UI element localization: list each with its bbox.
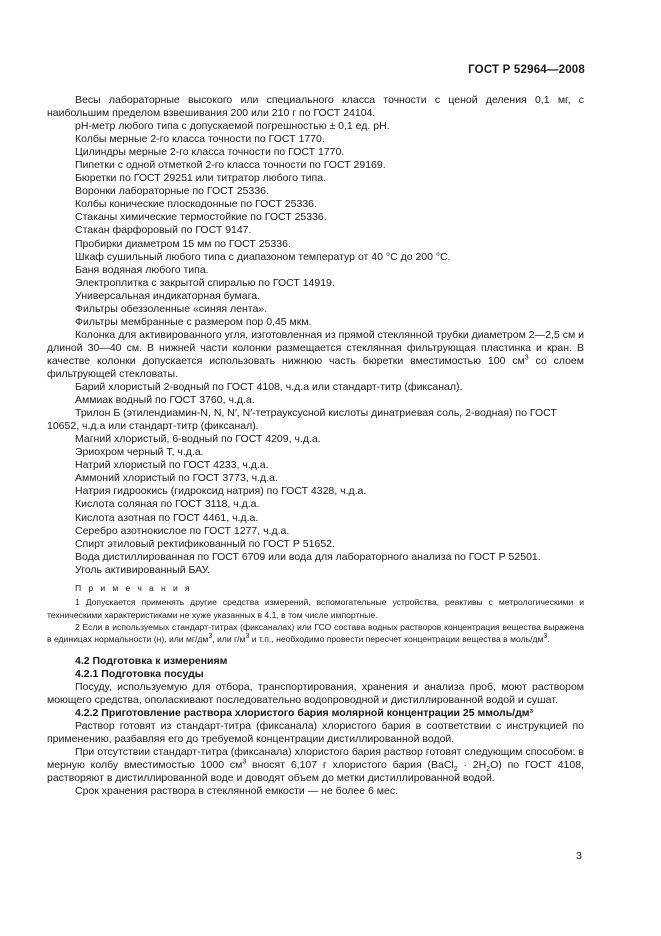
- equipment-item: Универсальная индикаторная бумага.: [75, 289, 260, 302]
- section-4-2-2-paragraph-1: Раствор готовят из стандарт-титра (фиксанала) хлористого бария в соответствии с инструкцией по применению, разбавляя его до требуемой концентрации дистиллированной водой.: [47, 720, 584, 746]
- note-2-text-3: и т.п., необходимо провести пересчет концентрации вещества в моль/дм: [249, 634, 544, 645]
- equipment-item: Стакан фарфоровый по ГОСТ 9147.: [75, 224, 252, 237]
- reagent-item: Кислота соляная по ГОСТ 3118, ч.д.а.: [75, 498, 260, 511]
- note-1: 1 Допускается применять другие средства измерений, вспомогательные устройства, реактивы с метрологическими и техническими характеристиками не хуже указанных в 4.1, в том числе импортные.: [47, 597, 584, 620]
- reagents-list: [47, 381, 584, 577]
- reagent-item: Вода дистиллированная по ГОСТ 6709 или вода для лабораторного анализа по ГОСТ Р 52501.: [75, 550, 541, 563]
- equipment-item: Электроплитка с закрытой спиралью по ГОСТ 14919.: [75, 276, 335, 289]
- notes-title: П р и м е ч а н и я: [75, 582, 192, 593]
- p2-sup-1: 3: [242, 758, 247, 766]
- equipment-item: Фильтры мембранные с размером пор 0,45 мкм.: [75, 315, 312, 328]
- section-4-2-2-paragraph-2: [47, 746, 584, 785]
- reagent-item: Натрий хлористый по ГОСТ 4233, ч.д.а.: [75, 459, 269, 472]
- note-2-sup-2: 3: [245, 633, 250, 641]
- equipment-item: Шкаф сушильный любого типа с диапазоном температур от 40 °С до 200 °С.: [75, 250, 451, 263]
- equipment-scales: Весы лабораторные высокого или специального класса точности с ценой деления 0,1 мг, с наибольшим пределом взвешивания 200 или 210 г по ГОСТ 24104.: [47, 94, 584, 120]
- p2-text-4: O) по ГОСТ 4108, растворяют в дистиллированной воде и доводят объем до метки дистиллированной водой.: [47, 759, 584, 785]
- equipment-item: Воронки лабораторные по ГОСТ 25336.: [75, 185, 269, 198]
- column-sup: 3: [524, 354, 529, 362]
- equipment-item: Колбы мерные 2-го класса точности по ГОСТ 1770.: [75, 133, 325, 146]
- equipment-item: Пробирки диаметром 15 мм по ГОСТ 25336.: [75, 237, 291, 250]
- p2-sub-2: 2: [486, 766, 491, 774]
- reagent-item: Уголь активированный БАУ.: [75, 563, 210, 576]
- notes-block: [47, 582, 584, 646]
- equipment-item: Пипетки с одной отметкой 2-го класса точности по ГОСТ 29169.: [75, 159, 386, 172]
- note-2-sup-1: 3: [208, 633, 213, 641]
- section-4-2-1-text: Посуду, используемую для отбора, транспортирования, хранения и анализа проб, моют раствором моющего средства, ополаскивают последовательно водопроводной и дистиллированной водой и сушат.: [47, 680, 584, 706]
- column-text-2: со слоем фильтрующей стекловаты.: [47, 354, 584, 380]
- section-4-2-1-title: 4.2.1 Подготовка посуды: [75, 667, 204, 680]
- reagent-item: Трилон Б (этилендиамин-N, N, N′, N′-тетрауксусной кислоты динатриевая соль, 2-водная) по ГОСТ 10652, ч.д.а или стандарт-титр (фиксанал).: [47, 407, 557, 433]
- note-2-sup-3: 3: [543, 633, 548, 641]
- equipment-item: Цилиндры мерные 2-го класса точности по ГОСТ 1770.: [75, 146, 345, 159]
- reagent-item: Натрия гидроокись (гидроксид натрия) по ГОСТ 4328, ч.д.а.: [75, 485, 367, 498]
- note-2-text-2: , или г/м: [212, 634, 246, 645]
- note-2-text-4: .: [547, 634, 550, 645]
- equipment-item: Бюретки по ГОСТ 29251 или титратор любого типа.: [75, 172, 326, 185]
- equipment-list: [47, 120, 584, 329]
- reagent-item: Магний хлористый, 6-водный по ГОСТ 4209, ч.д.а.: [75, 433, 321, 446]
- page-content: [47, 94, 584, 798]
- reagent-item: Аммоний хлористый по ГОСТ 3773, ч.д.а.: [75, 472, 278, 485]
- page-header-standard: ГОСТ Р 52964—2008: [468, 64, 585, 76]
- equipment-item: pH-метр любого типа с допускаемой погрешностью ± 0,1 ед. pH.: [75, 120, 390, 133]
- reagent-item: Спирт этиловый ректификованный по ГОСТ Р 51652.: [75, 537, 335, 550]
- page-number: 3: [576, 850, 582, 862]
- equipment-item: Стаканы химические термостойкие по ГОСТ 25336.: [75, 211, 327, 224]
- section-4-2-2-paragraph-3: Срок хранения раствора в стеклянной емкости — не более 6 мес.: [75, 785, 399, 798]
- p2-text-2: вносят 6,107 г хлористого бария (BaCl: [246, 759, 454, 772]
- column-paragraph: [47, 329, 584, 381]
- reagent-item: Эриохром черный Т, ч.д.а.: [75, 446, 204, 459]
- equipment-item: Колбы конические плоскодонные по ГОСТ 25336.: [75, 198, 317, 211]
- p2-text-1: При отсутствии стандарт-титра (фиксанала) хлористого бария раствор готовят следующим способом: в мерную колбу вместимостью 1000 см: [47, 746, 584, 772]
- note-2: [47, 621, 584, 646]
- section-4-2-2-title: 4.2.2 Приготовление раствора хлористого бария молярной концентрации 25 ммоль/дм³: [75, 706, 534, 719]
- p2-text-3: · 2H: [457, 759, 487, 772]
- column-text-1: Колонка для активированного угля, изготовленная из прямой стеклянной трубки диаметром 2—2,5 см и длиной 30—40 см. В нижней части колонки размещается стеклянная фильтрующая пластинка и кран. В качестве колонки допускается использовать нижнюю часть бюретки вместимостью 100 см: [47, 328, 584, 367]
- reagent-item: Серебро азотнокислое по ГОСТ 1277, ч.д.а.: [75, 524, 290, 537]
- reagent-item: Аммиак водный по ГОСТ 3760, ч.д.а.: [75, 394, 255, 407]
- equipment-item: Фильтры обеззоленные «синяя лента».: [75, 302, 268, 315]
- reagent-item: Барий хлористый 2-водный по ГОСТ 4108, ч.д.а или стандарт-титр (фиксанал).: [75, 381, 463, 394]
- section-4-2-title: 4.2 Подготовка к измерениям: [75, 654, 228, 667]
- reagent-item: Кислота азотная по ГОСТ 4461, ч.д.а.: [75, 511, 259, 524]
- p2-sub-1: 2: [453, 766, 458, 774]
- note-2-text-1: 2 Если в используемых стандарт-титрах (фиксаналах) или ГСО состава водных растворов концентрация вещества выражена в единицах нормальности (н), или мг/дм: [47, 621, 584, 645]
- equipment-item: Баня водяная любого типа.: [75, 263, 209, 276]
